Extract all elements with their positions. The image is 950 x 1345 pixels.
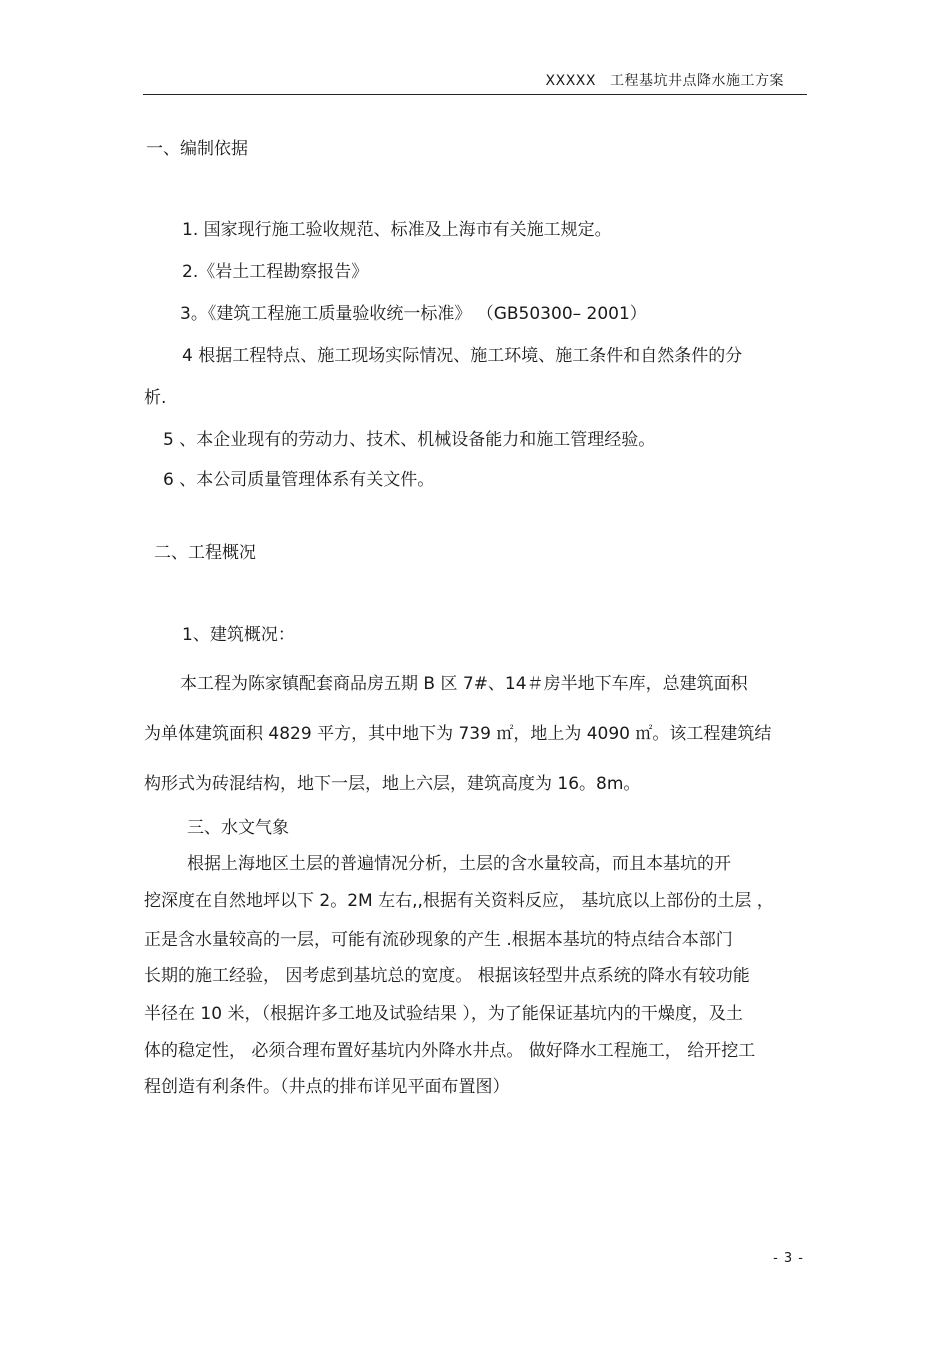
paragraph-line: 根据上海地区土层的普遍情况分析，土层的含水量较高，而且本基坑的开	[187, 854, 731, 874]
list-item: 1. 国家现行施工验收规范、标准及上海市有关施工规定。	[182, 220, 612, 240]
section-heading-3: 三、水文气象	[187, 818, 289, 838]
paragraph-line: 正是含水量较高的一层，可能有流砂现象的产生 .根据本基坑的特点结合本部门	[144, 930, 733, 950]
page-number: - 3 -	[773, 1251, 804, 1266]
subsection-heading: 1、建筑概况：	[182, 625, 295, 645]
list-item: 5 、本企业现有的劳动力、技术、机械设备能力和施工管理经验。	[163, 430, 656, 450]
list-item: 4 根据工程特点、施工现场实际情况、施工环境、施工条件和自然条件的分	[182, 346, 743, 366]
list-item: 6 、本公司质量管理体系有关文件。	[163, 470, 435, 490]
section-heading-1: 一、编制依据	[146, 139, 248, 159]
header-rule	[143, 94, 807, 95]
section-heading-2: 二、工程概况	[154, 543, 256, 563]
paragraph-line: 半径在 10 米，（根据许多工地及试验结果 ），为了能保证基坑内的干燥度，及土	[144, 1004, 743, 1024]
list-item: 3。《建筑工程施工质量验收统一标准》 （GB50300– 2001）	[180, 304, 647, 324]
paragraph-line: 为单体建筑面积 4829 平方，其中地下为 739 ㎡，地上为 4090 ㎡。该工程建筑结	[144, 724, 772, 744]
running-header	[546, 70, 784, 90]
paragraph-line: 程创造有利条件。（井点的排布详见平面布置图）	[144, 1077, 510, 1097]
paragraph-line: 体的稳定性， 必须合理布置好基坑内外降水井点。 做好降水工程施工， 给开挖工	[144, 1041, 756, 1061]
paragraph-line: 挖深度在自然地坪以下 2。2M 左右,,根据有关资料反应， 基坑底以上部份的土层 ，	[144, 891, 774, 911]
list-item: 2.《岩土工程勘察报告》	[182, 262, 369, 282]
paragraph-line: 长期的施工经验， 因考虑到基坑总的宽度。 根据该轻型井点系统的降水有较功能	[144, 966, 750, 986]
paragraph-line: 本工程为陈家镇配套商品房五期 B 区 7#、14＃房半地下车库，总建筑面积	[180, 674, 748, 694]
header-code: XXXXX	[545, 73, 596, 89]
paragraph-line: 构形式为砖混结构，地下一层，地上六层，建筑高度为 16。8m。	[144, 774, 641, 794]
header-title: 工程基坑井点降水施工方案	[610, 73, 784, 89]
list-item-continuation: 析.	[144, 388, 167, 408]
